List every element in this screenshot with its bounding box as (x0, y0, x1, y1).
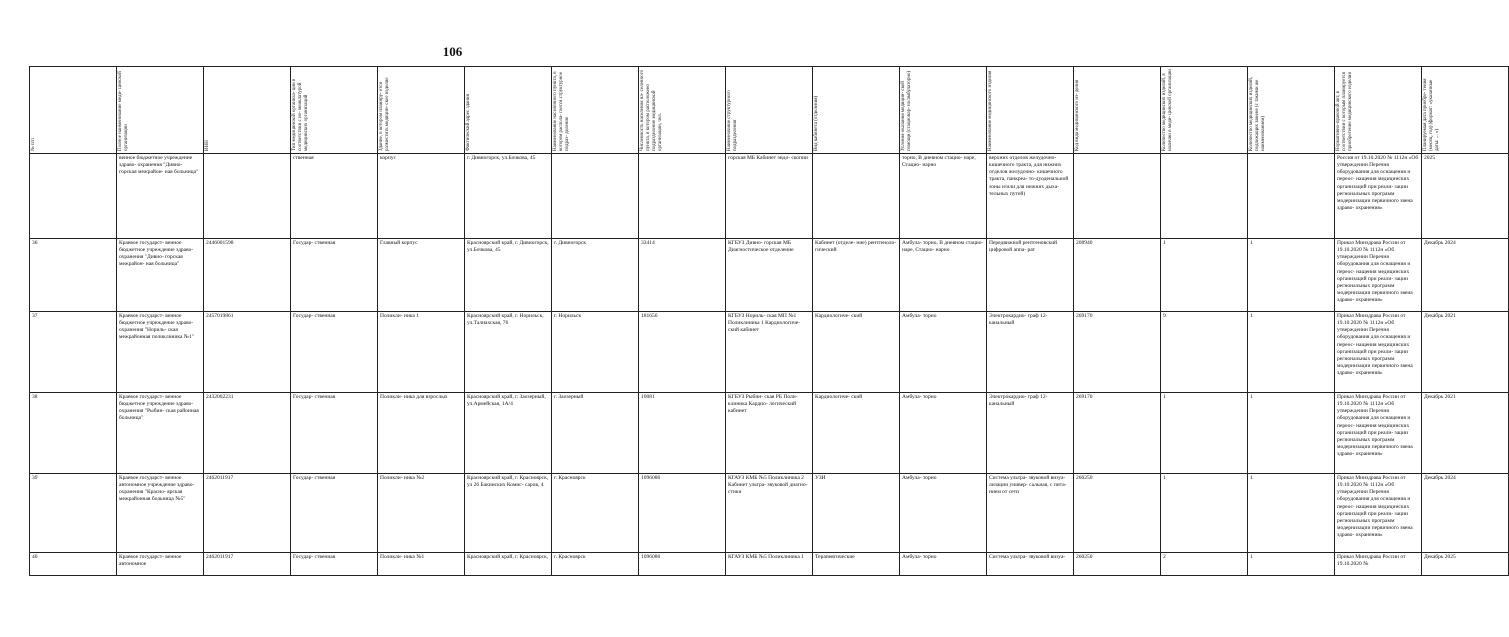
table-row (30, 239, 1509, 312)
cell-date: Декабрь 2024 (1422, 474, 1509, 553)
cell-unit: горская МБ Кабинет эндо- скопии (726, 154, 813, 239)
cell-code: 260250 (1074, 553, 1161, 576)
column-header-label: Тип медицинской организа- ции в соответствии с но- менклатурой медицинских организаций (292, 78, 309, 151)
column-header (1335, 67, 1422, 154)
cell-conditions: Амбула- торно, В дневном стацио- наре, Стацио- нарно (900, 239, 987, 312)
equipment-table (29, 66, 1509, 576)
column-header (465, 67, 552, 154)
cell-num: 39 (30, 474, 117, 553)
cell-replace: 1 (1248, 239, 1335, 312)
cell-type: Государ- ственная (291, 239, 378, 312)
table-row (30, 474, 1509, 553)
cell-settlement: г. Дивногорск (552, 239, 639, 312)
column-header-label: Здание, в котором планиру- ется разместить медицин- ское изделие (379, 77, 390, 151)
cell-address: Красноярский край, г. Заозерный, ул.Армейская, 1А/4 (465, 393, 552, 474)
column-header-label: Вид кабинета (отделения) (814, 95, 819, 151)
cell-population (639, 154, 726, 239)
cell-date: 2025 (1422, 154, 1509, 239)
cell-cabinet: УЗИ (813, 474, 900, 553)
cell-conditions: торно, В дневном стацио- наре, Стацио- нарно (900, 154, 987, 239)
cell-device: Передвижной рентгеновский цифровой аппа- рат (987, 239, 1074, 312)
cell-replace (1248, 154, 1335, 239)
column-header (1422, 67, 1509, 154)
cell-population: 33414 (639, 239, 726, 312)
cell-qty: 1 (1161, 239, 1248, 312)
cell-address: г. Дивногорск, ул.Бочкова, 45 (465, 154, 552, 239)
cell-conditions: Амбула- торно (900, 393, 987, 474)
cell-replace: 1 (1248, 312, 1335, 393)
cell-address: Красноярский край, г. Дивногорск, ул.Бочкова, 45 (465, 239, 552, 312)
cell-unit: КГБУЗ Рыбин- ская РБ Поли- клиника Кардио- логический кабинет (726, 393, 813, 474)
header-row (30, 67, 1509, 154)
column-header (813, 67, 900, 154)
table-body (30, 154, 1509, 576)
cell-population: 10081 (639, 393, 726, 474)
cell-num: 40 (30, 553, 117, 576)
cell-date: Декабрь 2024 (1422, 239, 1509, 312)
cell-settlement: г. Красноярск (552, 553, 639, 576)
table-row (30, 312, 1509, 393)
column-header (30, 67, 117, 154)
cell-org: Краевое государст- венное автономное учреждение здраво- охранения "Красно- ярская межрайонная больница №5" (117, 474, 204, 553)
cell-cabinet (813, 154, 900, 239)
column-header-label: Наименование структурного подразделения (727, 90, 738, 151)
cell-type: Государ- ственная (291, 393, 378, 474)
cell-building: Поликли- ника №2 (378, 474, 465, 553)
cell-type: ственная (291, 154, 378, 239)
cell-device: Система ультра- звуковой визуа- лизации универ- сальная, с пита- нием от сети (987, 474, 1074, 553)
cell-population: 1096086 (639, 553, 726, 576)
column-header-label: Планируемая дата приобре- тения (месяц, год) (формат: «указанные даты: ... ») (1423, 78, 1440, 151)
cell-unit: КГБУЗ Нориль- ская МП №1 Поликлиника 1 Кардиологиче- ский кабинет (726, 312, 813, 393)
cell-replace: 1 (1248, 474, 1335, 553)
table-row (30, 154, 1509, 239)
page-number: 106 (442, 44, 463, 59)
cell-building: Поликли- ника для взрослых (378, 393, 465, 474)
cell-date: Декабрь 2021 (1422, 393, 1509, 474)
column-header (117, 67, 204, 154)
cell-inn: 2446001598 (204, 239, 291, 312)
cell-unit: КГБУЗ Дивно- горская МБ Диагностическое отделение (726, 239, 813, 312)
column-header (639, 67, 726, 154)
column-header-label: Код вида медицинского из- делия (1075, 79, 1080, 151)
cell-address: Красноярский край, г. Красноярск, (465, 553, 552, 576)
cell-act: Приказ Минздрава России от 19.10.2020 № 1112н «Об утверждении Перечня оборудования для оснащения и переос- нащения медицинских организаций при реали- зации региональных программ модернизации первичного звена здраво- охранения» (1335, 239, 1422, 312)
cell-building: Поликли- ника 1 (378, 312, 465, 393)
cell-cabinet: Кабинет (отделе- ние) рентгеноло- гический (813, 239, 900, 312)
column-header (1161, 67, 1248, 154)
cell-org: Краевое государст- венное бюджетное учреждение здраво- охранения "Рыбин- ская районная больница" (117, 393, 204, 474)
cell-conditions: Амбула- торно (900, 553, 987, 576)
cell-unit: КГАУЗ КМБ №5 Поликлиника 1 (726, 553, 813, 576)
cell-qty: 1 (1161, 393, 1248, 474)
column-header (204, 67, 291, 154)
cell-inn: 2462011917 (204, 474, 291, 553)
cell-device: Система ультра- звуковой визуа- (987, 553, 1074, 576)
cell-code: 269170 (1074, 312, 1161, 393)
column-header (552, 67, 639, 154)
cell-unit: КГАУЗ КМБ №5 Поликлиника 2 Кабинет ультра- звуковой диагно- стики (726, 474, 813, 553)
column-header-label: № п/п (31, 138, 36, 151)
cell-cabinet: Кардиологиче- ский (813, 312, 900, 393)
column-header-label: Полное наименование меди- цинской организации (118, 71, 129, 151)
cell-num (30, 154, 117, 239)
cell-qty: 2 (1161, 553, 1248, 576)
cell-num: 37 (30, 312, 117, 393)
cell-act: Россия от 19.10.2020 № 1112н «Об утверждении Перечня оборудования для оснащения и переос- нащения медицинских организаций при реали- зации региональных программ модернизации первичного звена здраво- охранения» (1335, 154, 1422, 239)
cell-device: Электрокардио- граф 12- канальный (987, 393, 1074, 474)
cell-address: Красноярский край, г. Красноярск, ул 26 Бакинских Комис- саров, 4 (465, 474, 552, 553)
cell-date: Декабрь 2021 (1422, 312, 1509, 393)
cell-building: Поликли- ника №1 (378, 553, 465, 576)
cell-date: Декабрь 2025 (1422, 553, 1509, 576)
cell-qty: 9 (1161, 312, 1248, 393)
cell-inn (204, 154, 291, 239)
column-header-label: Условия оказания медицин- ской помощи (стационар- но/амбулаторно) (901, 70, 912, 151)
cell-inn: 2457019861 (204, 312, 291, 393)
cell-num: 36 (30, 239, 117, 312)
column-header-label: Численность населения на- селенного пункта, в котором расположено подразделение медицинской организации, чел. (640, 69, 663, 151)
column-header-label: Количество медицинских изделий, в наличии в меди- цинской организации (1162, 69, 1173, 151)
column-header (378, 67, 465, 154)
cell-org: Краевое государст- венное бюджетное учреждение здраво- охранения "Дивно- горская межрайон- ная больница" (117, 239, 204, 312)
cell-num: 38 (30, 393, 117, 474)
cell-type: Государ- ственная (291, 474, 378, 553)
cell-replace: 1 (1248, 553, 1335, 576)
column-header-label: Количество медицинских изделий, подлежащих замене (с такими же наименованием) (1249, 76, 1266, 151)
column-header-label: Наименование медицинского изделия (988, 70, 993, 151)
column-header-label: Фактический адрес здания (466, 94, 471, 151)
cell-type: Государ- ственная (291, 553, 378, 576)
column-header-label: Наименование населенного пункта, в котором распола- гается структурное подраз- деление (553, 71, 570, 151)
cell-inn: 2462011917 (204, 553, 291, 576)
cell-population: 181656 (639, 312, 726, 393)
column-header (291, 67, 378, 154)
table-row (30, 553, 1509, 576)
cell-building: Главный корпус (378, 239, 465, 312)
column-header (987, 67, 1074, 154)
cell-settlement: г. Заозерный (552, 393, 639, 474)
column-header-label: Нормативно-правовой акт, в соответствии с которым планируется приобретение медицинского изделия (1336, 71, 1353, 151)
cell-org: венное бюджетное учреждение здраво- охранения "Дивно- горская межрайон- ная больница" (117, 154, 204, 239)
cell-qty: 1 (1161, 474, 1248, 553)
cell-conditions: Амбула- торно (900, 474, 987, 553)
cell-settlement (552, 154, 639, 239)
cell-settlement: г. Норильск (552, 312, 639, 393)
cell-replace: 1 (1248, 393, 1335, 474)
column-header (1248, 67, 1335, 154)
cell-type: Государ- ственная (291, 312, 378, 393)
cell-population: 1096086 (639, 474, 726, 553)
cell-settlement: г. Красноярск (552, 474, 639, 553)
column-header (726, 67, 813, 154)
cell-qty (1161, 154, 1248, 239)
cell-address: Красноярский край, г. Норильск, ул.Талнахская, 76 (465, 312, 552, 393)
cell-device: верхних отделов желудочно- кишечного тракта, для нижних отделов желудочно- кишечного тракта, панкреа- то-дуоденальной зоны и/или для нижних дыха- тельных путей) (987, 154, 1074, 239)
cell-device: Электрокардио- граф 12- канальный (987, 312, 1074, 393)
column-header (1074, 67, 1161, 154)
cell-cabinet: Кардиологиче- ский (813, 393, 900, 474)
table-row (30, 393, 1509, 474)
cell-inn: 2432002231 (204, 393, 291, 474)
cell-act: Приказ Минздрава России от 19.10.2020 № 1112н «Об утверждении Перечня оборудования для оснащения и переос- нащения медицинских организаций при реали- зации региональных программ модернизации первичного звена здраво- охранения» (1335, 312, 1422, 393)
cell-act: Приказ Минздрава России от 19.10.2020 № 1112н «Об утверждении Перечня оборудования для оснащения и переос- нащения медицинских организаций при реали- зации региональных программ модернизации первичного звена здраво- охранения» (1335, 474, 1422, 553)
cell-cabinet: Терапевтические (813, 553, 900, 576)
cell-org: Краевое государст- венное бюджетное учреждение здраво- охранения "Нориль- ская межрайонная поликлиника №1" (117, 312, 204, 393)
cell-act: Приказ Минздрава России от 19.10.2020 № (1335, 553, 1422, 576)
cell-building: корпус (378, 154, 465, 239)
cell-code: 260250 (1074, 474, 1161, 553)
cell-code: 269170 (1074, 393, 1161, 474)
cell-code (1074, 154, 1161, 239)
column-header (900, 67, 987, 154)
cell-org: Краевое государст- венное автономное (117, 553, 204, 576)
cell-act: Приказ Минздрава России от 19.10.2020 № 1112н «Об утверждении Перечня оборудования для оснащения и переос- нащения медицинских организаций при реали- зации региональных программ модернизации первичного звена здраво- охранения» (1335, 393, 1422, 474)
column-header-label: ИНН (205, 140, 210, 151)
cell-code: 208940 (1074, 239, 1161, 312)
cell-conditions: Амбула- торно (900, 312, 987, 393)
